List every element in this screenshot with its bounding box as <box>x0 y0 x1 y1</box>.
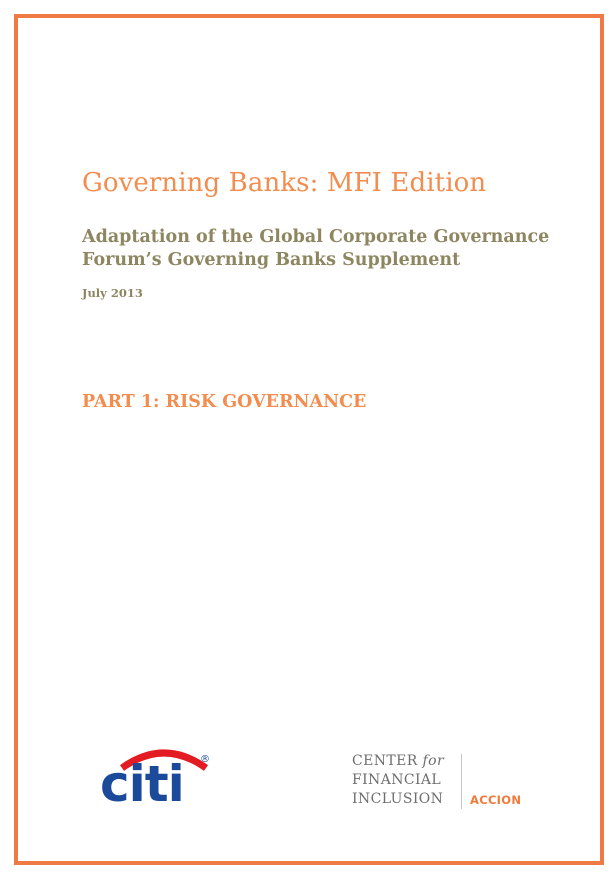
document-subtitle <box>82 226 562 272</box>
cfi-for-text: for <box>422 753 445 769</box>
subtitle-line-2: Forum’s Governing Banks Supplement <box>82 250 461 270</box>
logo-divider <box>461 754 462 809</box>
cfi-line-3: INCLUSION <box>352 791 444 807</box>
cfi-center-text: CENTER <box>352 753 423 769</box>
page-border <box>14 14 604 865</box>
cfi-line-2: FINANCIAL <box>352 772 442 788</box>
cfi-line-1 <box>352 752 444 771</box>
accion-logo-text: ACCION <box>470 793 522 807</box>
publication-date: July 2013 <box>82 286 143 300</box>
center-for-financial-inclusion-logo <box>352 752 532 814</box>
cfi-wordmark <box>352 752 444 809</box>
citi-logo-text: citi <box>100 755 184 813</box>
document-title: Governing Banks: MFI Edition <box>82 168 487 198</box>
part-heading: PART 1: RISK GOVERNANCE <box>82 392 367 412</box>
citi-logo <box>98 742 214 812</box>
subtitle-line-1: Adaptation of the Global Corporate Governance <box>82 227 550 247</box>
registered-mark: ® <box>200 754 210 765</box>
